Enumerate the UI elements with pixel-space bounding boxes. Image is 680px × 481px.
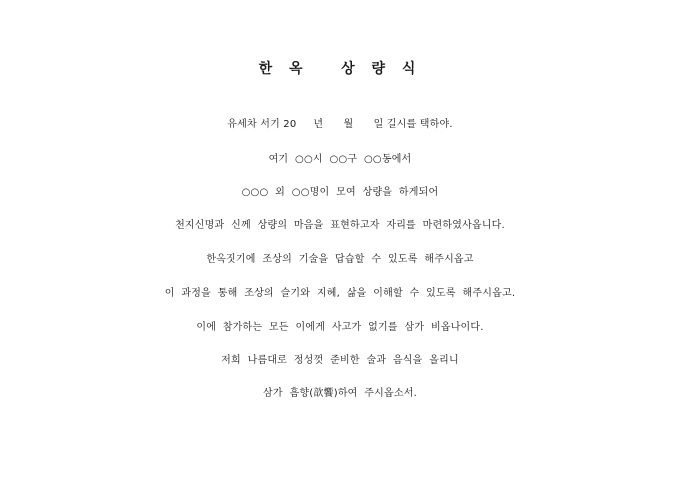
text-line-6: 이 과정을 통해 조상의 슬기와 지혜, 삶을 이해할 수 있도록 해주시옵고. xyxy=(164,288,516,299)
text-line-8: 저희 나름대로 정성껏 준비한 술과 음식을 올리니 xyxy=(221,355,459,366)
text-line-9: 삼가 흠향(歆饗)하여 주시옵소서. xyxy=(263,388,417,399)
text-line-4: 천지신명과 신께 상량의 마음을 표현하고자 자리를 마련하였사옵니다. xyxy=(175,220,505,231)
text-line-5: 한옥짓기에 조상의 기술을 답습할 수 있도록 해주시옵고 xyxy=(206,254,474,265)
text-line-1: 유세차 서기 20 년 월 일 길시를 택하야. xyxy=(227,119,453,130)
text-line-2: 여기 ○○시 ○○구 ○○동에서 xyxy=(268,154,412,165)
document-title: 한 옥 상 량 식 xyxy=(258,61,422,77)
text-line-7: 이에 참가하는 모든 이에게 사고가 없기를 삼가 비옵나이다. xyxy=(196,322,484,333)
text-line-3: ○○○ 외 ○○명이 모여 상량을 하게되어 xyxy=(241,187,439,198)
